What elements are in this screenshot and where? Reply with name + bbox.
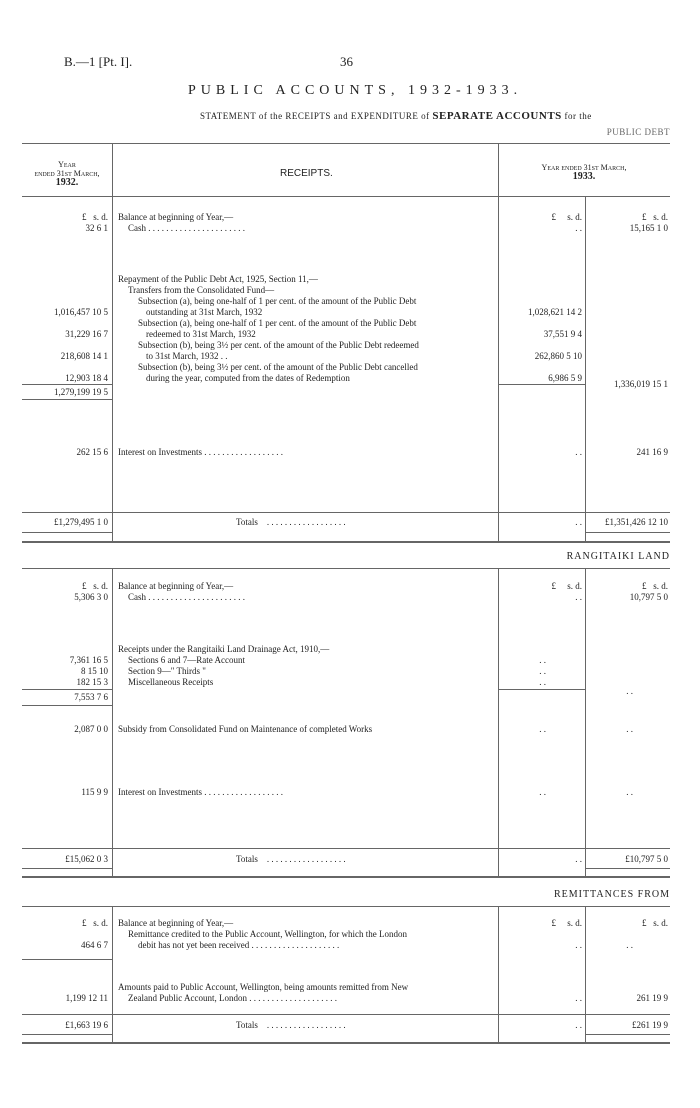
subtotal-amount: 1,279,199 19 5 xyxy=(54,387,108,397)
amount: . . xyxy=(575,223,582,233)
unit: d. xyxy=(101,918,108,928)
units-cur2 xyxy=(585,212,668,223)
column-header-receipts: RECEIPTS. xyxy=(280,168,333,179)
row-sublabel: Cash xyxy=(128,592,146,602)
row-label: Subsidy from Consolidated Fund on Maintenance of completed Works xyxy=(118,724,373,734)
rule xyxy=(22,876,670,878)
units-cur1 xyxy=(498,212,582,223)
amount: . . xyxy=(539,655,546,665)
amount: 10,797 5 0 xyxy=(629,592,668,602)
amount: . . xyxy=(575,447,582,457)
subtotal-rule xyxy=(22,399,112,400)
row-label xyxy=(118,447,283,458)
row-label xyxy=(128,993,337,1004)
totals-label xyxy=(236,854,346,865)
amount: . . xyxy=(626,940,633,950)
amount: 6,986 5 9 xyxy=(548,373,582,383)
header-line: 1932. xyxy=(55,177,79,188)
amount: 262 15 6 xyxy=(76,447,108,457)
header-line: ended 31st March, xyxy=(34,169,100,178)
row-label: Miscellaneous Receipts xyxy=(128,677,214,687)
unit: £ xyxy=(551,918,556,928)
subtitle-text-a: STATEMENT of the RECEIPTS and EXPENDITURE of xyxy=(200,111,430,121)
totals-label xyxy=(236,517,346,528)
row-label: during the year, computed from the dates of Redemption xyxy=(146,373,350,383)
leader-dots: . . . . . . . . . . . . . . . . . . xyxy=(260,940,340,950)
units-cur1 xyxy=(498,581,582,592)
unit: £ xyxy=(551,581,556,591)
unit: d. xyxy=(661,918,668,928)
row-label xyxy=(128,592,245,603)
units-cur1 xyxy=(498,918,582,929)
amount: 7,361 16 5 xyxy=(69,655,108,665)
amount: 5,306 3 0 xyxy=(74,592,108,602)
row-label: Subsection (b), being 3½ per cent. of the amount of the Public Debt redeemed xyxy=(138,340,419,350)
unit: d. xyxy=(575,212,582,222)
document-reference: B.—1 [Pt. I]. xyxy=(64,54,133,69)
row-label xyxy=(128,223,245,234)
amount: 31,229 16 7 xyxy=(65,329,108,339)
amount: . . xyxy=(575,993,582,1003)
totals-text: Totals xyxy=(236,1020,258,1030)
total-amount: £15,062 0 3 xyxy=(65,854,108,864)
interest-label: Interest on Investments xyxy=(118,787,202,797)
total-amount: £1,279,495 1 0 xyxy=(54,517,108,527)
amount: 2,087 0 0 xyxy=(74,724,108,734)
column-divider xyxy=(112,906,113,1042)
row-label: Transfers from the Consolidated Fund— xyxy=(128,285,275,295)
unit: £ xyxy=(641,212,647,222)
row-label: Remittance credited to the Public Account, Wellington, for which the London xyxy=(128,929,408,939)
column-divider xyxy=(112,568,113,876)
totals-rule xyxy=(585,868,670,869)
row-label: Sections 6 and 7—Rate Account xyxy=(128,655,245,665)
subtitle-text-b: SEPARATE ACCOUNTS xyxy=(432,110,562,122)
amount: 1,028,621 14 2 xyxy=(528,307,582,317)
amount: . . xyxy=(575,940,582,950)
amount: 241 16 9 xyxy=(636,447,668,457)
amount: 1,016,457 10 5 xyxy=(54,307,108,317)
leader-dots: . . . . . . . . . . . . . . . . . . xyxy=(266,854,346,864)
amount: 115 9 9 xyxy=(81,787,108,797)
leader-dots: . . . . . . . . . . . . . . . . . . xyxy=(204,787,283,797)
row-label: Subsection (a), being one-half of 1 per cent. of the amount of the Public Debt xyxy=(138,296,417,306)
row-label: Repayment of the Public Debt Act, 1925, Section 11,— xyxy=(118,274,318,284)
leader-dots: . . . . . . . . . . . . . . . . . . . . . . xyxy=(148,592,245,602)
leader-dots: . . . . . . . . . . . . . . . . . . xyxy=(266,1020,346,1030)
unit: d. xyxy=(661,581,668,591)
amount: 1,199 12 11 xyxy=(65,993,108,1003)
leader-dots: . . . . . . . . . . . . . . . . . . xyxy=(266,517,346,527)
unit: £ xyxy=(641,918,647,928)
amount: . . xyxy=(539,666,546,676)
subtotal-rule xyxy=(22,705,112,706)
row-label: Section 9—" Thirds " xyxy=(128,666,206,676)
column-divider xyxy=(585,196,586,541)
amount: 15,165 1 0 xyxy=(629,223,668,233)
totals-rule xyxy=(22,532,112,533)
page-number: 36 xyxy=(340,54,353,69)
rule xyxy=(22,1042,670,1044)
row-label: to 31st March, 1932 . . xyxy=(146,351,228,361)
amount: . . xyxy=(626,724,633,734)
amount: 32 6 1 xyxy=(85,223,108,233)
unit: s. xyxy=(653,581,659,591)
column-header-cur-year xyxy=(498,163,670,181)
row-sublabel: Zealand Public Account, London . . xyxy=(128,993,256,1003)
row-label: Balance at beginning of Year,— xyxy=(118,212,234,222)
unit: £ xyxy=(81,212,87,222)
unit: £ xyxy=(81,918,87,928)
amount: 12,903 18 4 xyxy=(65,373,108,383)
column-divider xyxy=(112,143,113,541)
totals-label xyxy=(236,1020,346,1031)
totals-rule xyxy=(22,868,112,869)
row-sublabel: debit has not yet been received . . xyxy=(138,940,259,950)
units-cur2 xyxy=(585,918,668,929)
total-amount: £1,351,426 12 10 xyxy=(605,517,668,527)
amount: 218,608 14 1 xyxy=(60,351,108,361)
amount: . . xyxy=(575,517,582,527)
row-label: Amounts paid to Public Account, Wellington, being amounts remitted from New xyxy=(118,982,409,992)
rule xyxy=(22,143,670,144)
amount: . . xyxy=(575,854,582,864)
rule xyxy=(22,959,112,960)
total-amount: £1,663 19 6 xyxy=(65,1020,108,1030)
amount: . . xyxy=(575,592,582,602)
row-label: outstanding at 31st March, 1932 xyxy=(146,307,263,317)
amount: . . xyxy=(539,677,546,687)
unit: s. xyxy=(567,918,573,928)
totals-rule xyxy=(22,512,670,513)
subtotal-rule xyxy=(22,384,112,385)
row-label: redeemed to 31st March, 1932 xyxy=(146,329,256,339)
leader-dots: . . . . . . . . . . . . . . . . . . xyxy=(258,993,337,1003)
unit: d. xyxy=(575,918,582,928)
totals-text: Totals xyxy=(236,854,258,864)
unit: s. xyxy=(567,212,573,222)
totals-text: Totals xyxy=(236,517,258,527)
units-prev xyxy=(22,918,108,929)
header-line: Year xyxy=(58,160,76,169)
unit: d. xyxy=(101,212,108,222)
leader-dots: . . . . . . . . . . . . . . . . . . xyxy=(204,447,283,457)
rule xyxy=(22,541,670,543)
total-amount: £261 19 9 xyxy=(632,1020,668,1030)
totals-rule xyxy=(22,848,670,849)
unit: £ xyxy=(641,581,647,591)
unit: d. xyxy=(575,581,582,591)
subtitle-text-c: for the xyxy=(564,111,592,121)
amount: . . xyxy=(539,724,546,734)
totals-rule xyxy=(22,1034,112,1035)
totals-rule xyxy=(22,1014,670,1015)
section-heading: REMITTANCES FROM xyxy=(553,889,670,900)
unit: £ xyxy=(551,212,556,222)
interest-label: Interest on Investments xyxy=(118,447,202,457)
unit: s. xyxy=(93,918,99,928)
rule xyxy=(22,568,670,569)
row-label xyxy=(118,787,283,798)
subtitle-public-debt: PUBLIC DEBT xyxy=(606,127,670,137)
column-divider xyxy=(498,568,499,876)
section-heading: RANGITAIKI LAND xyxy=(566,551,670,562)
amount: . . xyxy=(575,1020,582,1030)
amount: . . xyxy=(539,787,546,797)
unit: £ xyxy=(81,581,87,591)
unit: s. xyxy=(567,581,573,591)
amount: 182 15 3 xyxy=(76,677,108,687)
column-header-prev-year xyxy=(22,160,112,187)
amount: 37,551 9 4 xyxy=(543,329,582,339)
subtotal-amount: 1,336,019 15 1 xyxy=(614,379,668,389)
rule xyxy=(22,196,670,197)
statement-subtitle xyxy=(200,110,592,122)
amount: . . xyxy=(626,787,633,797)
unit: d. xyxy=(661,212,668,222)
subtotal-rule xyxy=(22,689,112,690)
totals-rule xyxy=(585,532,670,533)
row-label: Balance at beginning of Year,— xyxy=(118,581,234,591)
header-line: 1933. xyxy=(572,171,596,182)
amount: 464 6 7 xyxy=(81,940,108,950)
column-divider xyxy=(498,143,499,541)
unit: s. xyxy=(653,918,659,928)
row-sublabel: Cash xyxy=(128,223,146,233)
amount: . . xyxy=(626,686,633,696)
totals-rule xyxy=(585,1034,670,1035)
row-label: Receipts under the Rangitaiki Land Drainage Act, 1910,— xyxy=(118,644,330,654)
units-cur2 xyxy=(585,581,668,592)
unit: s. xyxy=(653,212,659,222)
subtotal-rule xyxy=(498,689,585,690)
row-label: Balance at beginning of Year,— xyxy=(118,918,234,928)
units-prev xyxy=(22,212,108,223)
units-prev xyxy=(22,581,108,592)
unit: s. xyxy=(93,581,99,591)
leader-dots: . . . . . . . . . . . . . . . . . . . . . . xyxy=(148,223,245,233)
rule xyxy=(22,906,670,907)
column-divider xyxy=(585,568,586,876)
row-label: Subsection (b), being 3½ per cent. of the amount of the Public Debt cancelled xyxy=(138,362,418,372)
header-line: Year ended 31st March, xyxy=(541,163,627,172)
subtotal-rule xyxy=(498,384,585,385)
amount: 262,860 5 10 xyxy=(534,351,582,361)
unit: d. xyxy=(101,581,108,591)
amount: 261 19 9 xyxy=(636,993,668,1003)
row-label: Subsection (a), being one-half of 1 per cent. of the amount of the Public Debt xyxy=(138,318,417,328)
total-amount: £10,797 5 0 xyxy=(625,854,668,864)
subtotal-amount: 7,553 7 6 xyxy=(74,692,108,702)
row-label xyxy=(138,940,339,951)
unit: s. xyxy=(93,212,99,222)
page-title: PUBLIC ACCOUNTS, 1932-1933. xyxy=(188,83,523,98)
amount: 8 15 10 xyxy=(81,666,108,676)
